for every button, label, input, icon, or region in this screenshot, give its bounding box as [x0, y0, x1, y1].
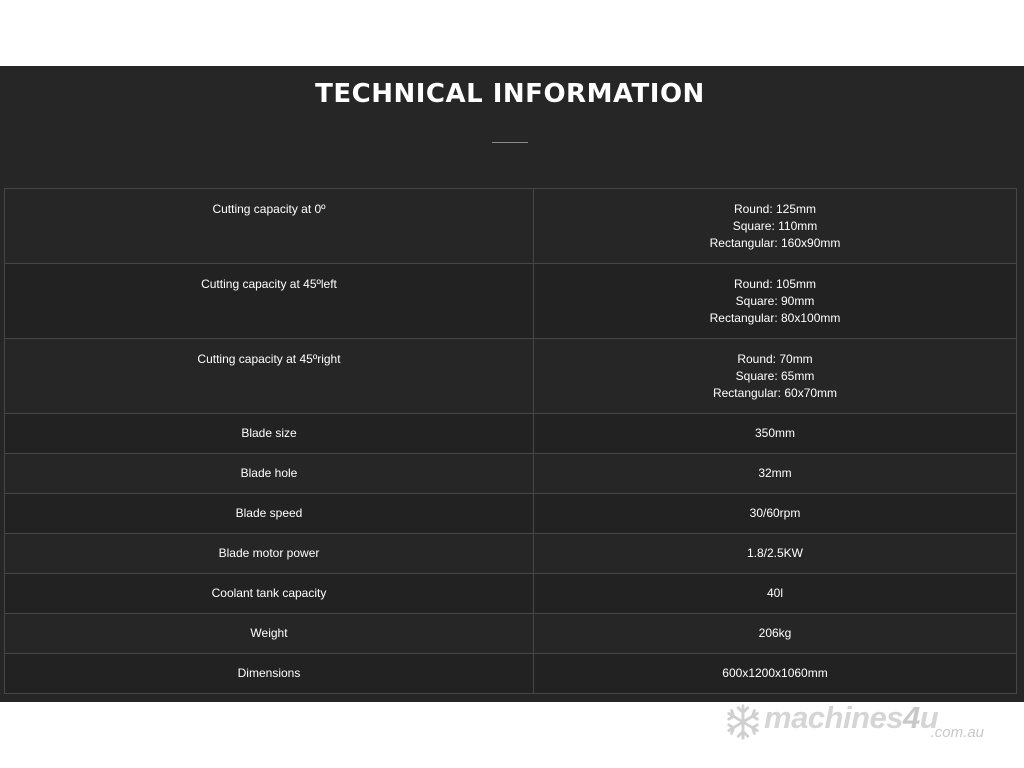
spec-label: Weight	[5, 614, 534, 654]
spec-label: Blade speed	[5, 494, 534, 534]
table-row	[5, 454, 1017, 494]
spec-value	[534, 339, 1017, 414]
spec-value	[534, 574, 1017, 614]
spec-label: Cutting capacity at 45ºright	[5, 339, 534, 414]
logo-suffix: u	[919, 700, 939, 735]
spec-value-line: Round: 70mm	[737, 352, 813, 366]
table-row	[5, 264, 1017, 339]
table-row	[5, 574, 1017, 614]
spec-value	[534, 494, 1017, 534]
spec-value	[534, 414, 1017, 454]
spec-value-line: Square: 110mm	[732, 219, 818, 233]
spec-value-line: Square: 65mm	[735, 369, 815, 383]
spec-label: Coolant tank capacity	[5, 574, 534, 614]
table-row	[5, 494, 1017, 534]
spec-value-line: 32mm	[758, 466, 792, 480]
spec-value-line: Round: 105mm	[733, 277, 817, 291]
spec-value	[534, 614, 1017, 654]
spec-value-line: Rectangular: 60x70mm	[712, 386, 838, 400]
spec-value-line: 206kg	[758, 626, 792, 640]
spec-label: Blade motor power	[5, 534, 534, 574]
snowflake-logo-icon	[724, 702, 762, 742]
spec-value-line: 600x1200x1060mm	[722, 666, 828, 680]
spec-value-line: 1.8/2.5KW	[746, 546, 804, 560]
section-title: TECHNICAL INFORMATION	[315, 79, 705, 109]
table-row	[5, 414, 1017, 454]
spec-value-line: 350mm	[754, 426, 795, 440]
table-row	[5, 189, 1017, 264]
table-row	[5, 654, 1017, 694]
spec-label: Blade size	[5, 414, 534, 454]
logo-digit: 4	[903, 700, 920, 735]
spec-value	[534, 534, 1017, 574]
spec-label: Blade hole	[5, 454, 534, 494]
logo-wordmark	[764, 700, 938, 736]
spec-value	[534, 654, 1017, 694]
spec-value-line: Round: 125mm	[733, 202, 817, 216]
spec-value	[534, 189, 1017, 264]
logo-word: machines	[764, 700, 904, 735]
spec-value-line: Square: 90mm	[735, 294, 815, 308]
logo-domain: .com.au	[930, 724, 984, 741]
title-divider	[492, 142, 528, 143]
spec-value-line: Rectangular: 160x90mm	[709, 236, 841, 250]
table-row	[5, 339, 1017, 414]
table-row	[5, 534, 1017, 574]
table-row	[5, 614, 1017, 654]
spec-value-line: 30/60rpm	[749, 506, 801, 520]
spec-label: Dimensions	[5, 654, 534, 694]
machines4u-logo	[724, 702, 994, 748]
spec-label: Cutting capacity at 45ºleft	[5, 264, 534, 339]
spec-value-line: Rectangular: 80x100mm	[709, 311, 841, 325]
spec-value	[534, 264, 1017, 339]
technical-information-panel	[0, 66, 1024, 702]
spec-table	[4, 188, 1017, 694]
spec-table-body	[5, 189, 1017, 694]
spec-label: Cutting capacity at 0º	[5, 189, 534, 264]
spec-value	[534, 454, 1017, 494]
spec-value-line: 40l	[766, 586, 783, 600]
